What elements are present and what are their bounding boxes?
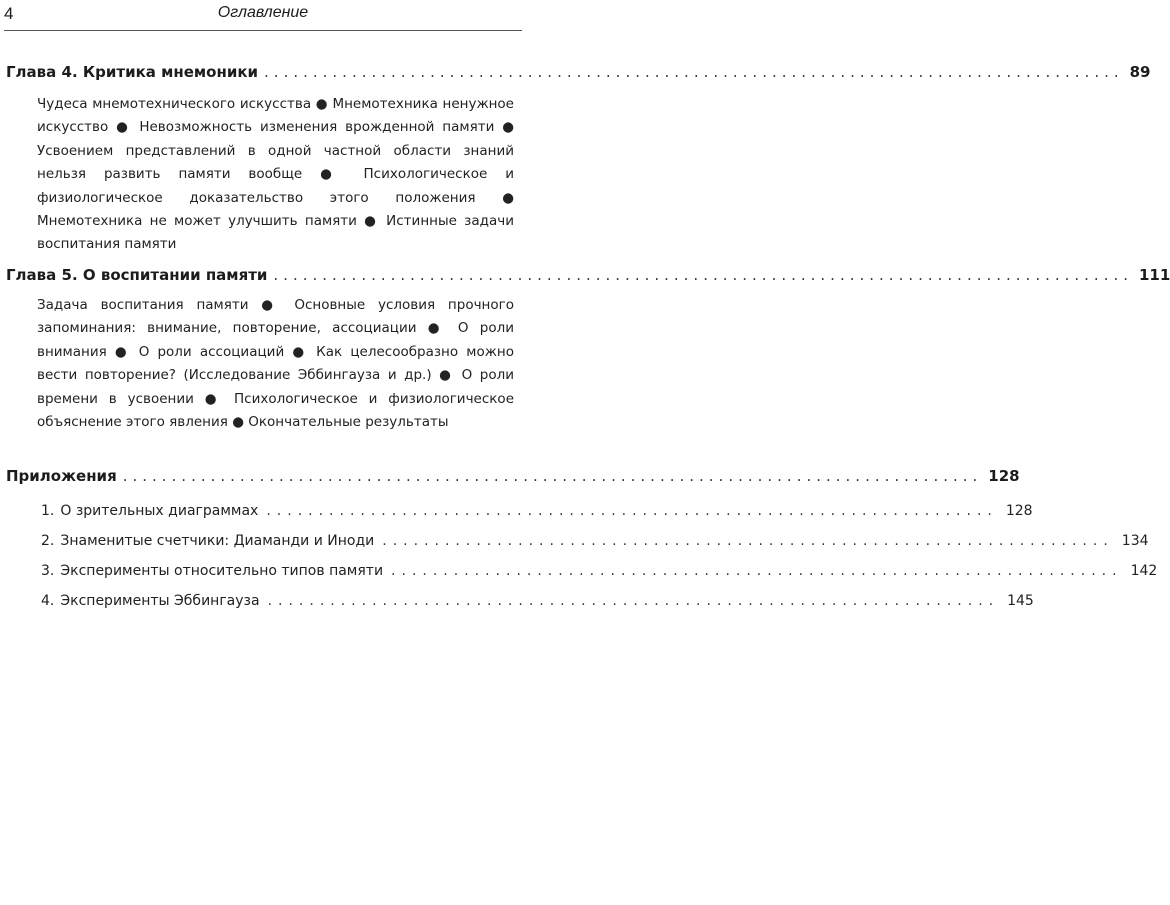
dot-leader: ...................................................................... <box>391 563 1123 579</box>
toc-chapter-4[interactable] <box>6 63 1151 81</box>
item-number: 4. <box>41 593 55 609</box>
item-page: 145 <box>1007 593 1034 609</box>
page-header <box>0 0 526 32</box>
dot-leader: ...................................................................... <box>382 533 1114 549</box>
item-page: 142 <box>1130 563 1158 579</box>
appendix-item[interactable] <box>41 503 1033 519</box>
dot-leader: ...................................................................... <box>267 593 1000 609</box>
appendix-item[interactable] <box>41 563 1158 579</box>
appendix-item[interactable] <box>41 593 1034 609</box>
dot-leader: ........................................................................................ <box>264 63 1124 81</box>
item-title: Знаменитые счетчики: Диаманди и Иноди <box>60 533 375 549</box>
item-number: 2. <box>41 533 55 549</box>
chapter-page: 89 <box>1129 63 1151 81</box>
item-number: 3. <box>41 563 55 579</box>
running-title: Оглавление <box>217 4 309 21</box>
chapter-5-summary: Задача воспитания памяти ● Основные условия прочного запоминания: внимание, повторение, ассоциации ● О роли внимания ● О роли ассоциаций ● Как целесообразно можно вести повторение? (Исследование Эббингауза и др.) ● О роли времени в усвоении ● Психологическое и физиологическое объяснение этого явления ● Окончательные результаты <box>37 297 514 431</box>
item-title: Эксперименты Эббингауза <box>60 593 260 609</box>
dot-leader: ...................................................................... <box>266 503 998 519</box>
chapter-4-summary: Чудеса мнемотехнического искусства ● Мнемотехника ненужное искусство ● Невозможность изменения врожденной памяти ● Усвоением представлений в одной частной области знаний нельзя развить памяти вообще ● Психологическое и физиологическое доказательство этого положения ● Мнемотехника не может улучшить памяти ● Истинные задачи воспитания памяти <box>37 96 514 253</box>
chapter-page: 111 <box>1139 266 1170 284</box>
header-rule <box>4 30 522 31</box>
chapter-title: Глава 5. О воспитании памяти <box>6 266 268 284</box>
toc-chapter-5[interactable] <box>6 266 1170 284</box>
dot-leader: ........................................................................................ <box>273 266 1133 284</box>
item-page: 134 <box>1121 533 1149 549</box>
dot-leader: ........................................................................................ <box>122 467 983 485</box>
item-number: 1. <box>41 503 55 519</box>
appendix-title: Приложения <box>6 467 117 485</box>
appendix-page: 128 <box>988 467 1020 485</box>
page-number: 4 <box>4 4 14 23</box>
item-title: О зрительных диаграммах <box>60 503 259 519</box>
item-page: 128 <box>1005 503 1033 519</box>
item-title: Эксперименты относительно типов памяти <box>60 563 384 579</box>
appendix-item[interactable] <box>41 533 1149 549</box>
toc-appendix[interactable] <box>6 467 1020 485</box>
chapter-title: Глава 4. Критика мнемоники <box>6 63 259 81</box>
